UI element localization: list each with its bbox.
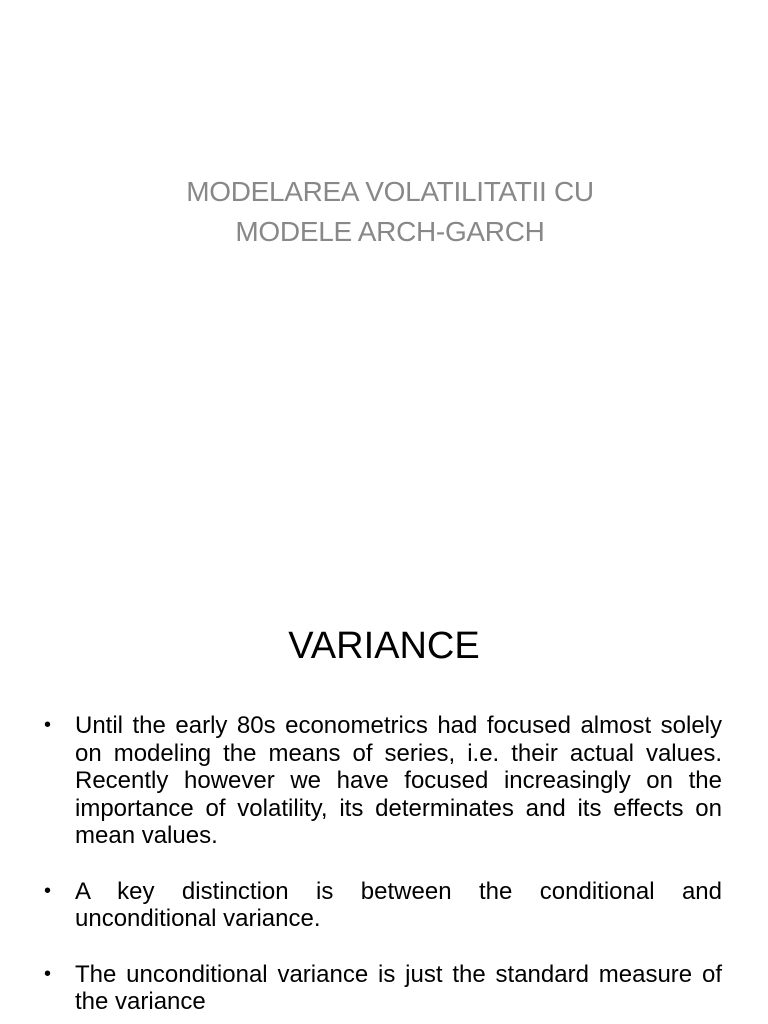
slide-title-line-1: MODELAREA VOLATILITATII CU <box>186 176 594 207</box>
bullet-text: The unconditional variance is just the standard measure of the variance <box>75 960 722 1015</box>
bullet-item <box>44 878 722 933</box>
bullet-text: A key distinction is between the conditional and unconditional variance. <box>75 877 722 932</box>
bullet-list <box>44 712 722 1024</box>
bullet-text: Until the early 80s econometrics had focused almost solely on modeling the means of series, i.e. their actual values. Recently however we have focused increasingly on the importance of volatility, its determinates and its effects on mean values. <box>75 712 722 849</box>
variance-slide <box>0 576 768 1024</box>
bullet-icon: • <box>44 879 52 902</box>
slide-title-line-2: MODELE ARCH-GARCH <box>235 216 545 247</box>
slide-heading: VARIANCE <box>288 625 480 667</box>
slide-title <box>90 172 690 252</box>
bullet-icon: • <box>44 714 52 736</box>
bullet-item <box>44 961 722 1016</box>
bullet-icon: • <box>44 962 52 985</box>
bullet-item <box>44 712 722 850</box>
